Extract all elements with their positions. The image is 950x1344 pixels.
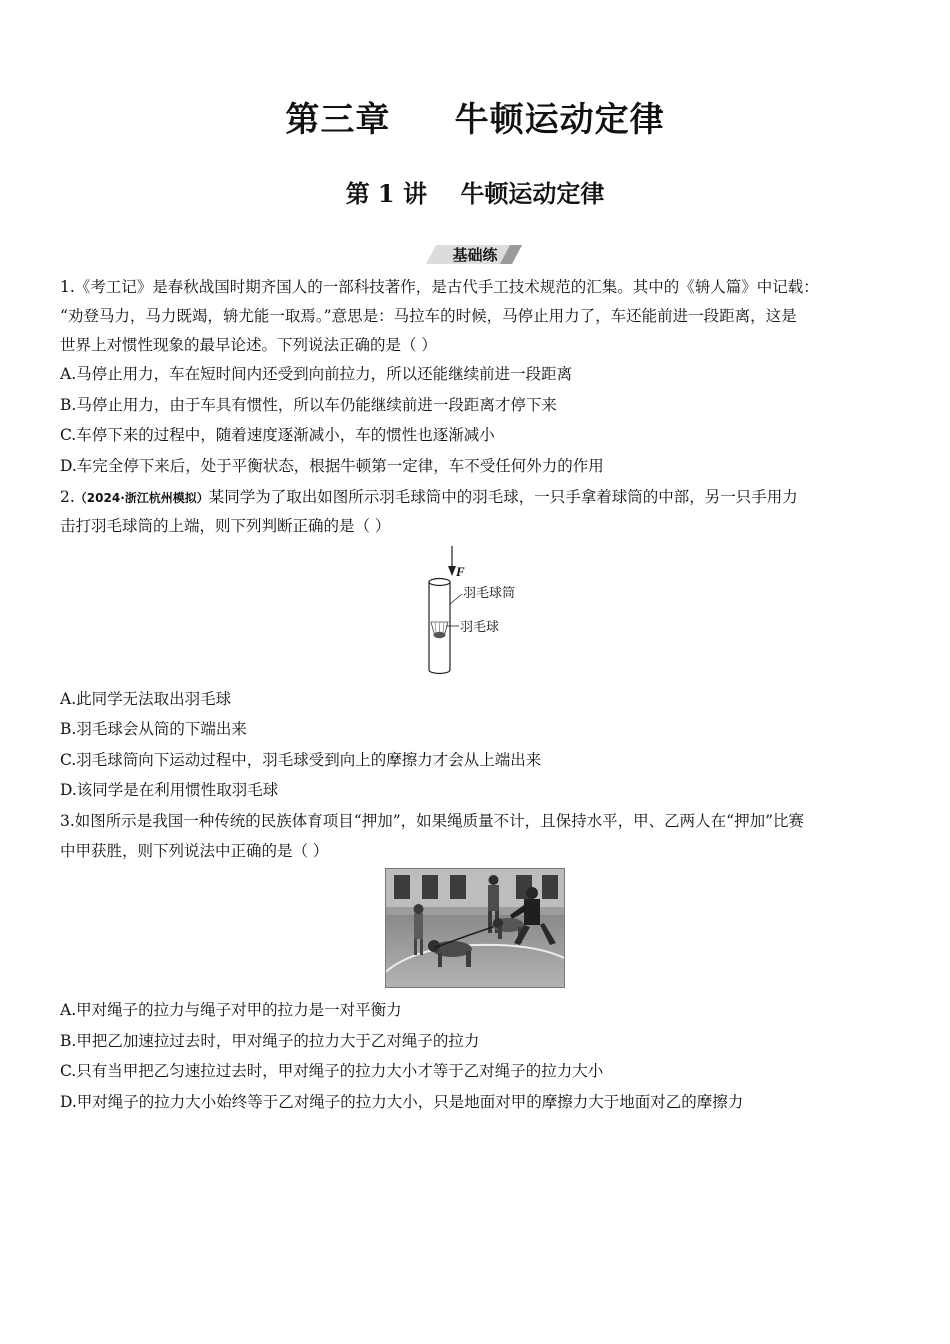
q2-option-b: B.羽毛球会从筒的下端出来 xyxy=(60,720,247,738)
q2-option-c: C.羽毛球筒向下运动过程中，羽毛球受到向上的摩擦力才会从上端出来 xyxy=(60,751,542,769)
q1-stem-line-1: 1.《考工记》是春秋战国时期齐国人的一部科技著作，是古代手工技术规范的汇集。其中的《辀人篇》中记载： xyxy=(60,278,819,296)
tube-top-rim xyxy=(429,579,450,586)
force-label: F xyxy=(456,564,465,579)
q2-source-open: （2024· xyxy=(74,491,125,505)
q2-number: 2. xyxy=(60,488,75,506)
q1-stem-line-3: 世界上对惯性现象的最早论述。下列说法正确的是（ ） xyxy=(60,336,437,354)
force-arrow-head xyxy=(448,566,456,576)
ground xyxy=(386,915,565,988)
section-badge xyxy=(426,242,524,266)
q3-option-c: C.只有当甲把乙匀速拉过去时，甲对绳子的拉力大小才等于乙对绳子的拉力大小 xyxy=(60,1062,604,1080)
q2-stem-line-2: 击打羽毛球筒的上端，则下列判断正确的是（ ） xyxy=(60,517,391,535)
ball-label: 羽毛球 xyxy=(460,620,500,635)
q3-option-d: D.甲对绳子的拉力大小始终等于乙对绳子的拉力大小，只是地面对甲的摩擦力大于地面对乙的摩擦力 xyxy=(60,1093,744,1111)
q3-stem-line-2: 中甲获胜，则下列说法中正确的是（ ） xyxy=(60,842,329,860)
q2-source-place: 浙江杭州模拟 xyxy=(124,491,197,505)
yajia-photo-illustration xyxy=(386,869,565,988)
q1-option-c: C.车停下来的过程中，随着速度逐渐减小，车的惯性也逐渐减小 xyxy=(60,426,495,444)
q3-stem-line-1: 3.如图所示是我国一种传统的民族体育项目“押加”，如果绳质量不计，且保持水平，甲、乙两人在“押加”比赛 xyxy=(60,812,804,830)
tube-bottom-rim xyxy=(429,670,450,674)
tube-leader-line xyxy=(450,594,462,604)
q2-option-d: D.该同学是在利用惯性取羽毛球 xyxy=(60,781,279,799)
tube-label: 羽毛球筒 xyxy=(463,586,516,601)
q1-option-d: D.车完全停下来后，处于平衡状态，根据牛顿第一定律，车不受任何外力的作用 xyxy=(60,457,604,475)
badminton-tube-diagram xyxy=(410,544,550,680)
q3-option-b: B.甲把乙加速拉过去时，甲对绳子的拉力大于乙对绳子的拉力 xyxy=(60,1032,480,1050)
badminton-tube-figure xyxy=(410,544,550,680)
q2-stem-line-1 xyxy=(60,487,900,508)
q1-stem-line-2: “劝登马力，马力既竭，辀尤能一取焉。”意思是：马拉车的时候，马停止用力了，车还能前进一段距离，这是 xyxy=(60,307,797,325)
chapter-title: 第三章 牛顿运动定律 xyxy=(285,100,665,140)
q2-option-a: A.此同学无法取出羽毛球 xyxy=(60,690,232,708)
q1-option-b: B.马停止用力，由于车具有惯性，所以车仍能继续前进一段距离才停下来 xyxy=(60,396,557,414)
section-label: 基础练 xyxy=(452,246,498,264)
q1-option-a: A.马停止用力，车在短时间内还受到向前拉力，所以还能继续前进一段距离 xyxy=(60,365,573,383)
shuttlecock-cork xyxy=(434,632,446,638)
q3-option-a: A.甲对绳子的拉力与绳子对甲的拉力是一对平衡力 xyxy=(60,1001,402,1019)
lecture-title: 第 1 讲 牛顿运动定律 xyxy=(345,179,605,208)
q2-source-close: ） xyxy=(196,491,209,505)
q2-stem-text: 某同学为了取出如图所示羽毛球筒中的羽毛球，一只手拿着球筒的中部，另一只手用力 xyxy=(208,488,798,506)
yajia-photo xyxy=(385,868,565,988)
